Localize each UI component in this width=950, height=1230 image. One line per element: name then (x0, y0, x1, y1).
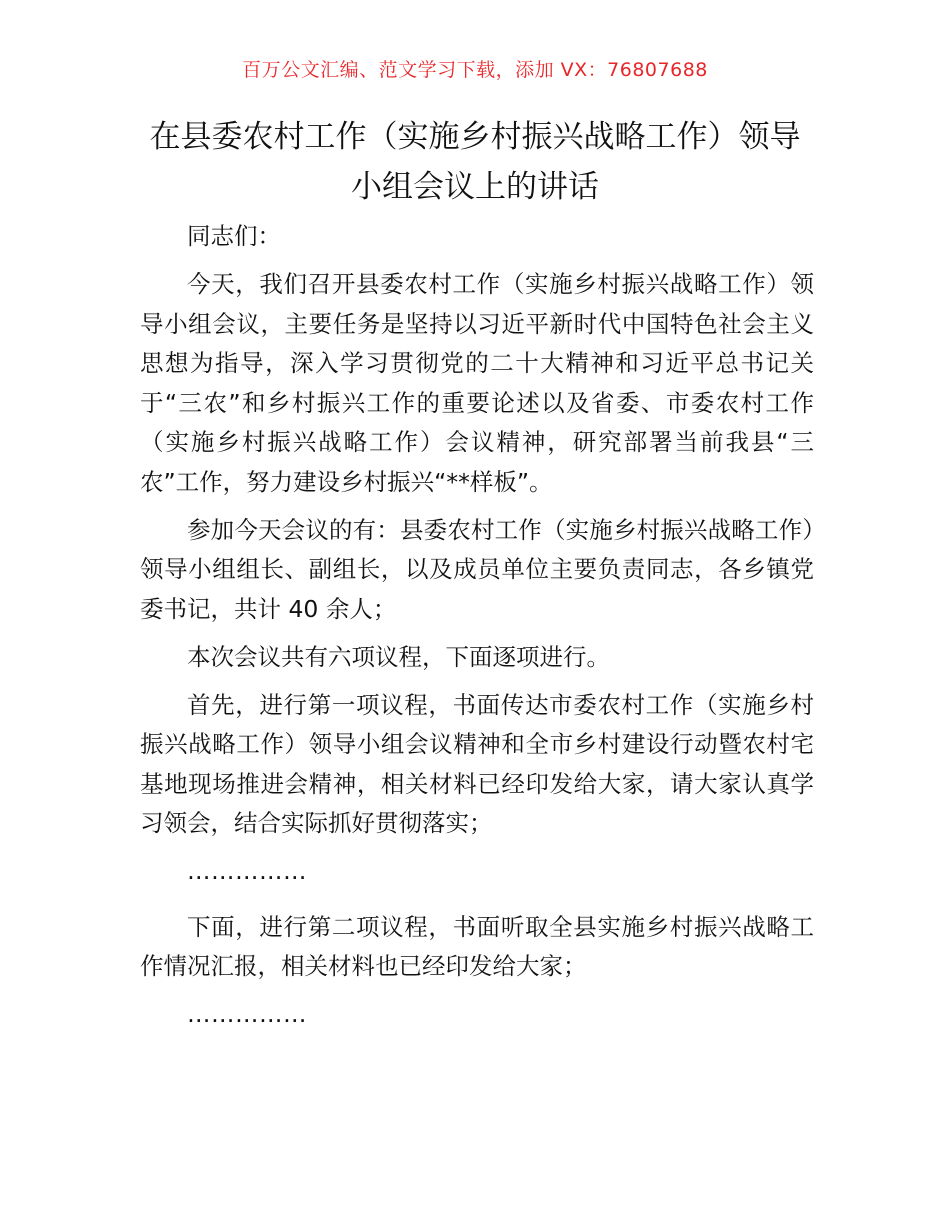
document-title: 在县委农村工作（实施乡村振兴战略工作）领导小组会议上的讲话 (149, 119, 801, 205)
document-body (140, 217, 814, 1051)
ellipsis-divider: …………… (187, 857, 307, 885)
salutation: 同志们： (187, 222, 281, 250)
paragraph-intro: 今天，我们召开县委农村工作（实施乡村振兴战略工作）领导小组会议，主要任务是坚持以习近平新时代中国特色社会主义思想为指导，深入学习贯彻党的二十大精神和习近平总书记关于“三农”和乡村振兴工作的重要论述以及省委、市委农村工作（实施乡村振兴战略工作）会议精神，研究部署当前我县“三农”工作，努力建设乡村振兴“**样板”。 (140, 270, 814, 496)
header-promo-note: 百万公文汇编、范文学习下载，添加 VX：76807688 (242, 59, 708, 81)
paragraph-item-two: 下面，进行第二项议程，书面听取全县实施乡村振兴战略工作情况汇报，相关材料也已经印发给大家； (140, 912, 814, 980)
paragraph-agenda: 本次会议共有六项议程，下面逐项进行。 (187, 642, 610, 671)
ellipsis-divider: …………… (187, 1000, 307, 1028)
paragraph-item-one: 首先，进行第一项议程，书面传达市委农村工作（实施乡村振兴战略工作）领导小组会议精神和全市乡村建设行动暨农村宅基地现场推进会精神，相关材料已经印发给大家，请大家认真学习领会，结合实际抓好贯彻落实； (140, 690, 814, 837)
paragraph-attendees: 参加今天会议的有：县委农村工作（实施乡村振兴战略工作）领导小组组长、副组长，以及成员单位主要负责同志，各乡镇党委书记，共计 40 余人； (140, 515, 814, 623)
